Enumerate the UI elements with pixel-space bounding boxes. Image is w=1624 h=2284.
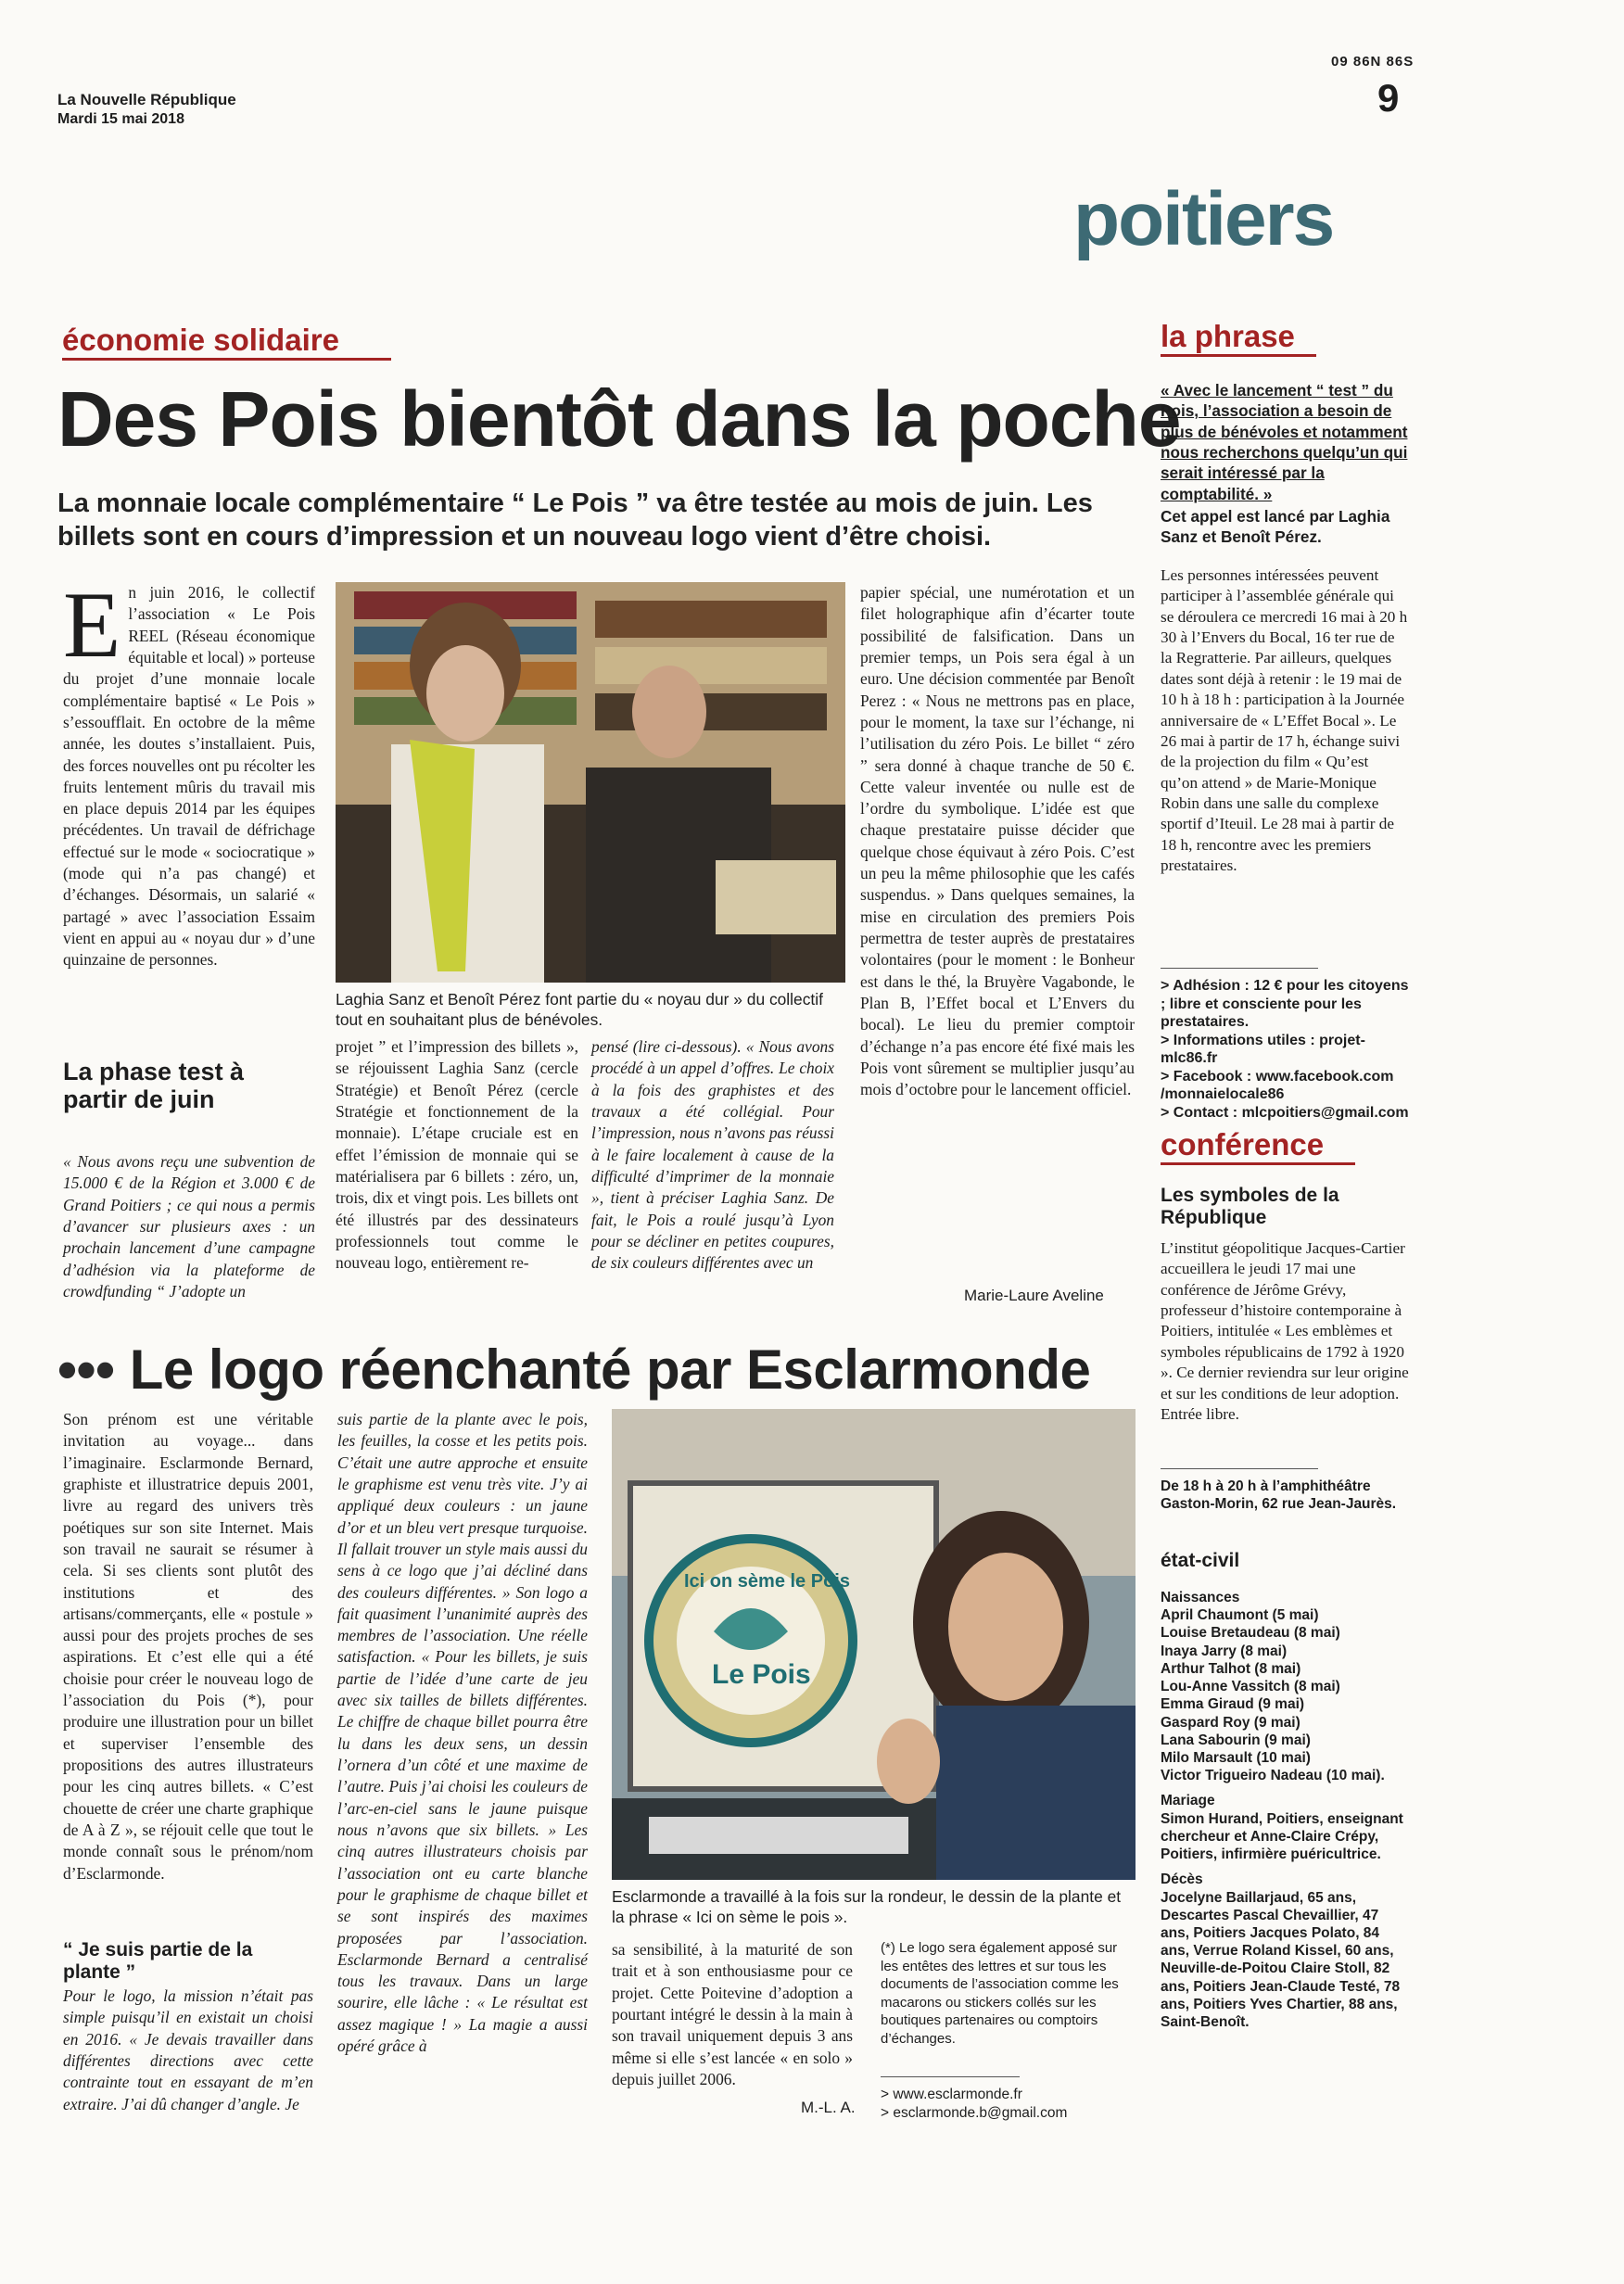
divider [881, 2076, 1020, 2077]
sidebar-title-underline [1161, 1162, 1355, 1165]
photo-caption-2: Esclarmonde a travaillé à la fois sur la rondeur, le dessin de la plante et la phrase « Ici on sème le pois ». [612, 1887, 1122, 1926]
kicker: économie solidaire [62, 323, 339, 357]
subhead: La phase test à partir de juin [63, 1058, 245, 1113]
lede: La monnaie locale complémentaire “ Le Pois ” va être testée au mois de juin. Les billets sont en cours d’impression et un nouveau logo vient d’être choisi. [57, 489, 1093, 552]
phrase-quote: « Avec le lancement “ test ” du Pois, l’association a besoin de plus de bénévoles et notamment nous recherchons quelqu’un qui serait intéressé par la comptabilité. » [1161, 381, 1408, 503]
sidebar-title-phrase: la phrase [1161, 319, 1295, 353]
info-line: > Facebook : www.facebook.com /monnaielocale86 [1161, 1068, 1394, 1103]
birth-entry: Lana Sabourin (9 mai) [1161, 1732, 1311, 1748]
sidebar-title-etat-civil: état-civil [1161, 1550, 1240, 1571]
etat-civil-list [1161, 1589, 1411, 2031]
kicker-underline [62, 358, 391, 361]
drop-cap: E [63, 573, 121, 678]
headline-dots: ••• [57, 1339, 115, 1401]
article2-column-3: sa sensibilité, à la maturité de son trait et à son enthousiasme pour ce projet. Cette Poitevine d’adoption a pourtant intégré le dessin à la main à son travail uniquement depuis 3 ans même si elle s’est lancée « en solo » depuis juillet 2006. [612, 1940, 853, 2088]
publication-date: Mardi 15 mai 2018 [57, 111, 184, 127]
naissances-label: Naissances [1161, 1590, 1240, 1605]
article-column-3: pensé (lire ci-dessous). « Nous avons procédé à un appel d’offres. Le choix à la fois des graphistes et des travaux a été collégial. Pour l’impression, nous n’avons pas réussi à le faire localement à cause de la difficulté d’imprimer de la monnaie », tient à préciser Laghia Sanz. De fait, le Pois a roulé jusqu’à Lyon pour se décliner en petites coupures, de six couleurs différentes avec un [591, 1037, 834, 1273]
practical-info [1161, 977, 1411, 1122]
article2-links [881, 2086, 1131, 2123]
deces-label: Décès [1161, 1872, 1203, 1888]
logo-note: (*) Le logo sera également apposé sur les entêtes des lettres et sur tous les documents de l’association comme les macarons ou stickers collés sur les boutiques partenaires ou comptoirs d’échanges. [881, 1940, 1119, 2047]
phrase-body: Les personnes intéressées peuvent participer à l’assemblée générale qui se déroulera ce mercredi 16 mai à 20 h 30 à l’Envers du Bocal, 16 ter rue de la Regratterie. Par ailleurs, quelques dates sont déjà à retenir : le 19 mai de 10 h à 18 h : participation à la Journée anniversaire de « L’Effet Bocal ». Le 26 mai à partir de 17 h, échange suivi de la projection du film « Qu’est qu’on attend » de Marie-Monique Robin dans une salle du complexe sportif d’Iteuil. Le 28 mai à partir de 18 h, rencontre avec les premiers prestataires. [1161, 566, 1408, 875]
byline: Marie-Laure Aveline [964, 1287, 1104, 1304]
info-line: > Contact : mlcpoitiers@gmail.com [1161, 1104, 1409, 1121]
mariage-entry: Simon Hurand, Poitiers, enseignant chercheur et Anne-Claire Crépy, Poitiers, infirmière puéricultrice. [1161, 1810, 1403, 1863]
divider [1161, 968, 1318, 969]
article2-column-2: suis partie de la plante avec le pois, les feuilles, la cosse et les petits pois. C’était une autre approche et ensuite le graphisme est venu très vite. J’y ai appliqué deux couleurs : un jaune d’or et un bleu vert presque turquoise. Il fallait trouver un style mais aussi du sens à ce logo que j’ai décliné dans des couleurs différentes. » Son logo a fait quasiment l’unanimité auprès des membres de l’association. Une réelle satisfaction. « Pour les billets, je suis partie de l’idée d’une carte de jeu avec six tailles de billets différentes. Le chiffre de chaque billet pourra être lu dans les deux sens, un dessin l’ornera d’un côté et une maxime de l’autre. Puis j’ai choisi les couleurs de l’arc-en-ciel sans le jaune puisque nous n’avons que six billets. » Les cinq autres illustrateurs choisis par l’association ont eu carte blanche pour le graphisme de chaque billet et se sont inspirés des maximes proposées par l’association. Esclarmonde Bernard a centralisé tous les travaux. Dans un large sourire, elle lâche : « Le résultat est assez magique ! » La magie a aussi opéré grâce à [337, 1410, 588, 2056]
second-headline-text: Le logo réenchanté par Esclarmonde [129, 1339, 1091, 1401]
article-text: n juin 2016, le collectif l’association « Le Pois REEL (Réseau économique équitable et local) » porteuse du projet d’une monnaie locale complémentaire baptisé « Le Pois » s’essoufflait. En octobre de la même année, les doutes s’installaient. Puis, des forces nouvelles ont pu récolter les fruits lentement mûris du travail mis en place depuis 2014 par les équipes précédentes. Un travail de défrichage effectué sur le mode « sociocratique » (mode qui n’a pas changé) et d’échanges. Désormais, un salarié « partagé » avec l’association Essaim vient en appui au « noyau dur » d’une quinzaine de personnes. [63, 583, 315, 970]
birth-entry: Inaya Jarry (8 mai) [1161, 1643, 1288, 1659]
birth-entry: Victor Trigueiro Nadeau (10 mai). [1161, 1768, 1385, 1784]
phrase-intro: Cet appel est lancé par Laghia Sanz et Benoît Pérez. [1161, 507, 1390, 547]
birth-entry: Milo Marsault (10 mai) [1161, 1749, 1311, 1766]
birth-entry: Louise Bretaudeau (8 mai) [1161, 1625, 1340, 1642]
birth-entry: April Chaumont (5 mai) [1161, 1607, 1319, 1624]
mariage-label: Mariage [1161, 1793, 1215, 1809]
website-link: > www.esclarmonde.fr [881, 2087, 1022, 2102]
article-column-4: papier spécial, une numérotation et un filet holographique afin d’écarter toute possibilité de falsification. Dans un premier temps, un Pois sera égal à un euro. Une décision commentée par Benoît Perez : « Nous ne mettrons pas en place, pour le moment, la taxe sur l’échange, ni l’utilisation du zéro Pois. Le billet “ zéro ” sera donné à chaque tranche de 50 €. Cette valeur inventée ou nulle est de l’ordre du symbolique. L’idée est que chaque prestataire puisse décider que quelque chose équivaut à zéro Pois. C’est un peu la même philosophie que les cafés suspendus. » Dans quelques semaines, la mise en circulation des premiers Pois permettra de tester auprès de prestataires volontaires (pour le moment : le Bonheur est dans le thé, la Bruyère Vagabonde, le Plan B, l’Effet bocal et L’Envers du bocal). Le lieu du premier comptoir d’échange n’a pas encore été fixé mais les Pois vont sûrement se multiplier jusqu’au mois d’octobre pour le lancement officiel. [860, 583, 1135, 1099]
article2-column-1: Son prénom est une véritable invitation au voyage... dans l’imaginaire. Esclarmonde Bernard, graphiste et illustratrice depuis 2001, livre au regard des univers très poétiques sur son site Internet. Mais son travail ne saurait se résumer à cela. Si ses clients sont plutôt des institutions et des artisans/commerçants, elle « postule » aussi pour des projets proches de ses aspirations. Et c’est elle qui a été choisie pour créer le nouveau logo de l’association du Pois (*), pour produire une illustration pour un billet et superviser l’ensemble des propositions des autres illustrateurs pour les cinq autres billets. « C’est chouette de créer une charte graphique de A à Z », se réjouit celle que tout le monde connaît sous le prénom/nom d’Esclarmonde. [63, 1410, 313, 1883]
divider [1161, 1468, 1318, 1469]
conference-heading: Les symboles de la République [1161, 1185, 1339, 1229]
sidebar-title-conference: conférence [1161, 1127, 1325, 1161]
photo-caption: Laghia Sanz et Benoît Pérez font partie du « noyau dur » du collectif tout en souhaitant plus de bénévoles. [336, 990, 823, 1029]
deces-entry: Jocelyne Baillarjaud, 65 ans, Descartes Pascal Chevaillier, 47 ans, Poitiers Jacques Polato, 84 ans, Verrue Roland Kissel, 60 ans, Neuville-de-Poitou Claire Stoll, 82 ans, Poitiers Jean-Claude Testé, 78 ans, Poitiers Yves Chartier, 88 ans, Saint-Benoît. [1161, 1889, 1401, 2031]
byline-2: M.-L. A. [801, 2099, 856, 2116]
newspaper-name: La Nouvelle République [57, 91, 236, 108]
edition-code: 09 86N 86S [1331, 54, 1415, 70]
conference-info: De 18 h à 20 h à l’amphithéâtre Gaston-Morin, 62 rue Jean-Jaurès. [1161, 1478, 1397, 1513]
birth-entry: Arthur Talhot (8 mai) [1161, 1660, 1301, 1677]
logo-slogan: Ici on sème le Pois [684, 1571, 850, 1592]
section-title: poitiers [1073, 177, 1334, 261]
article2-text: Pour le logo, la mission n’était pas simple puisqu’il en existait un choisi en 2016. « Je devais travailler dans différentes directions avec cette contrainte tout en essayant de m’en extraire. J’ai dû changer d’angle. Je [63, 1986, 313, 2113]
photo-esclarmonde [612, 1409, 1136, 1880]
page-number: 9 [1377, 76, 1400, 120]
birth-entry: Gaspard Roy (9 mai) [1161, 1714, 1300, 1731]
headline: Des Pois bientôt dans la poche [57, 375, 1181, 463]
sidebar-title-underline [1161, 354, 1316, 357]
email-link: > esclarmonde.b@gmail.com [881, 2105, 1068, 2122]
second-headline [57, 1338, 1090, 1402]
logo-text: Le Pois [712, 1659, 811, 1690]
info-line: > Informations utiles : projet-mlc86.fr [1161, 1032, 1365, 1067]
article-column-2: projet ” et l’impression des billets », se réjouissent Laghia Sanz (cercle Stratégie) et Benoît Pérez (cercle Stratégie et fonctionnement de la monnaie). L’étape cruciale est en effet l’émission de monnaie qui se matérialisera par 6 billets : zéro, un, trois, dix et vingt pois. Les billets ont été illustrés par des dessinateurs professionnels tout comme le nouveau logo, entièrement re- [336, 1037, 578, 1273]
article-column-1b: « Nous avons reçu une subvention de 15.000 € de la Région et 3.000 € de Grand Poitiers ; ce qui nous a permis d’avancer sur plusieurs axes : un prochain lancement d’une campagne d’adhésion via la plateforme de crowdfunding “ J’adopte un [63, 1152, 315, 1301]
article2-column-1b [63, 1986, 313, 2115]
info-line: > Adhésion : 12 € pour les citoyens ; libre et consciente pour les prestataires. [1161, 978, 1409, 1031]
article-column-1 [63, 573, 315, 971]
birth-entry: Emma Giraud (9 mai) [1161, 1696, 1305, 1713]
photo-laghia-benoit [336, 582, 845, 983]
article2-subhead: “ Je suis partie de la plante ” [63, 1939, 253, 1984]
birth-entry: Lou-Anne Vassitch (8 mai) [1161, 1679, 1340, 1695]
conference-body: L’institut géopolitique Jacques-Cartier accueillera le jeudi 17 mai une conférence de Jérôme Grévy, professeur d’histoire contemporaine à Poitiers, intitulée « Les emblèmes et symboles républicains de 1792 à 1920 ». Ce dernier reviendra sur leur origine et sur les conditions de leur adoption. Entrée libre. [1161, 1239, 1409, 1423]
